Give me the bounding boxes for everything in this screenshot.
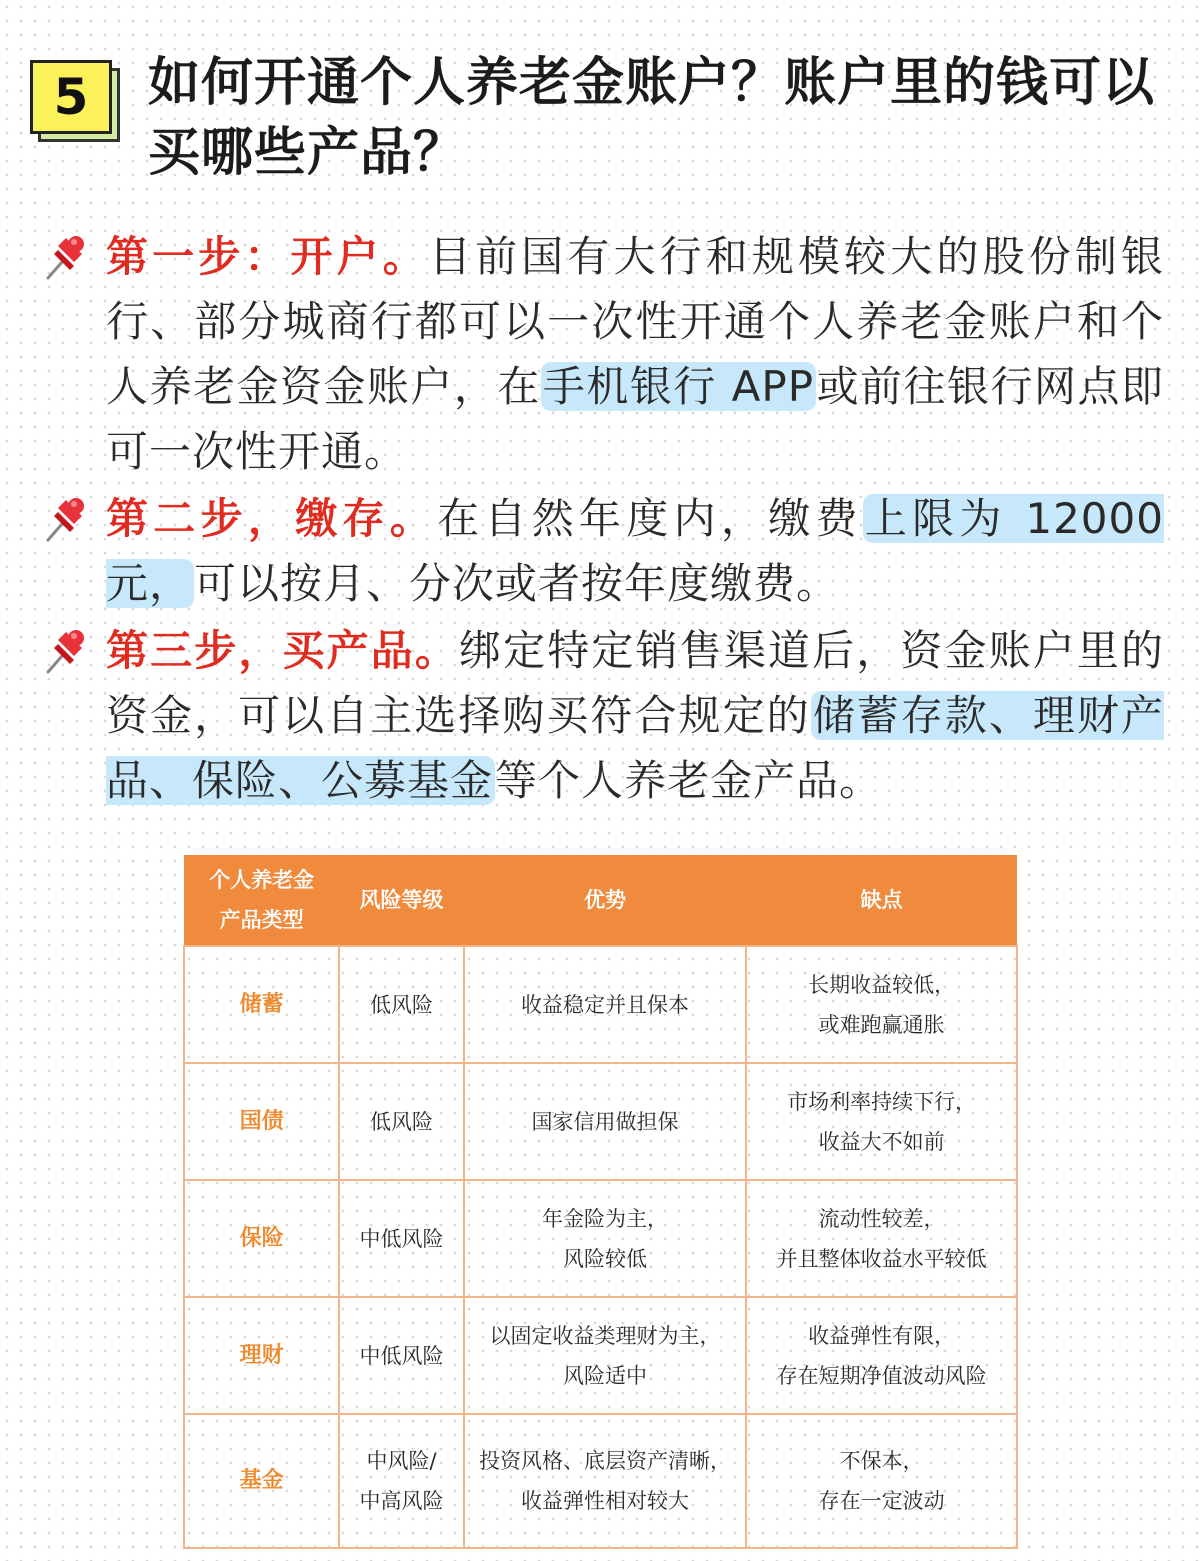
- cell-disadvantage: 流动性较差， 并且整体收益水平较低: [746, 1180, 1017, 1297]
- cell-risk-level: 中低风险: [339, 1297, 463, 1414]
- step-3-text: [106, 618, 1164, 813]
- step-1-body: 目前国有大行和规模较大的股份制银行、部分城商行都可以一次性开通个人养老金账户和个人养老金资金账户，在: [106, 232, 1164, 411]
- step-2: [44, 486, 1164, 616]
- cell-product-type: 理财: [184, 1297, 339, 1414]
- table-row: [184, 1063, 1017, 1180]
- cell-product-type: 基金: [184, 1414, 339, 1548]
- step-1: [44, 224, 1164, 484]
- table-row: [184, 1414, 1017, 1548]
- step-3-body: 绑定特定销售渠道后，资金账户里的资金，可以自主选择购买符合规定的: [106, 626, 1164, 740]
- step-1-tail: 或前往银行网点即可一次性开通。: [106, 362, 1164, 476]
- badge-number: 5: [30, 60, 112, 134]
- step-3-tail: 等个人养老金产品。: [495, 756, 883, 805]
- step-3-heading: 第三步，买产品。: [106, 626, 460, 675]
- step-1-highlight: 手机银行 APP: [542, 362, 815, 411]
- step-3: [44, 618, 1164, 813]
- cell-advantage: 收益稳定并且保本: [464, 946, 747, 1063]
- step-2-body: 在自然年度内，缴费: [437, 494, 863, 543]
- cell-risk-level: 低风险: [339, 1063, 463, 1180]
- table-row: [184, 946, 1017, 1063]
- table-header-row: [184, 855, 1017, 946]
- header-risk-level: 风险等级: [339, 855, 463, 946]
- header-product-type: 个人养老金 产品类型: [184, 855, 339, 946]
- section-number-badge: [30, 60, 110, 132]
- step-2-tail: 可以按月、分次或者按年度缴费。: [194, 559, 840, 608]
- product-comparison-table: [183, 855, 1018, 1549]
- cell-disadvantage: 长期收益较低， 或难跑赢通胀: [746, 946, 1017, 1063]
- step-2-text: [106, 486, 1164, 616]
- pushpin-icon: [44, 494, 88, 542]
- cell-product-type: 储蓄: [184, 946, 339, 1063]
- pushpin-icon: [44, 232, 88, 280]
- table: [183, 855, 1018, 1549]
- step-2-highlight: 上限为 12000元，: [106, 494, 1164, 608]
- cell-product-type: 保险: [184, 1180, 339, 1297]
- header-disadvantages: 缺点: [746, 855, 1017, 946]
- pushpin-icon: [44, 626, 88, 674]
- cell-advantage: 以固定收益类理财为主， 风险适中: [464, 1297, 747, 1414]
- cell-disadvantage: 市场利率持续下行， 收益大不如前: [746, 1063, 1017, 1180]
- step-1-text: [106, 224, 1164, 484]
- cell-disadvantage: 收益弹性有限， 存在短期净值波动风险: [746, 1297, 1017, 1414]
- page-title: 如何开通个人养老金账户？账户里的钱可以买哪些产品？: [148, 53, 1156, 183]
- cell-risk-level: 中风险/ 中高风险: [339, 1414, 463, 1548]
- cell-advantage: 国家信用做担保: [464, 1063, 747, 1180]
- cell-disadvantage: 不保本， 存在一定波动: [746, 1414, 1017, 1548]
- table-row: [184, 1297, 1017, 1414]
- cell-risk-level: 中低风险: [339, 1180, 463, 1297]
- step-1-heading: 第一步：开户。: [106, 232, 429, 281]
- table-row: [184, 1180, 1017, 1297]
- cell-risk-level: 低风险: [339, 946, 463, 1063]
- cell-advantage: 投资风格、底层资产清晰， 收益弹性相对较大: [464, 1414, 747, 1548]
- header-advantages: 优势: [464, 855, 747, 946]
- cell-product-type: 国债: [184, 1063, 339, 1180]
- step-3-highlight: 储蓄存款、理财产品、保险、公募基金: [106, 691, 1164, 805]
- cell-advantage: 年金险为主， 风险较低: [464, 1180, 747, 1297]
- steps-list: [44, 224, 1164, 815]
- step-2-heading: 第二步，缴存。: [106, 494, 438, 543]
